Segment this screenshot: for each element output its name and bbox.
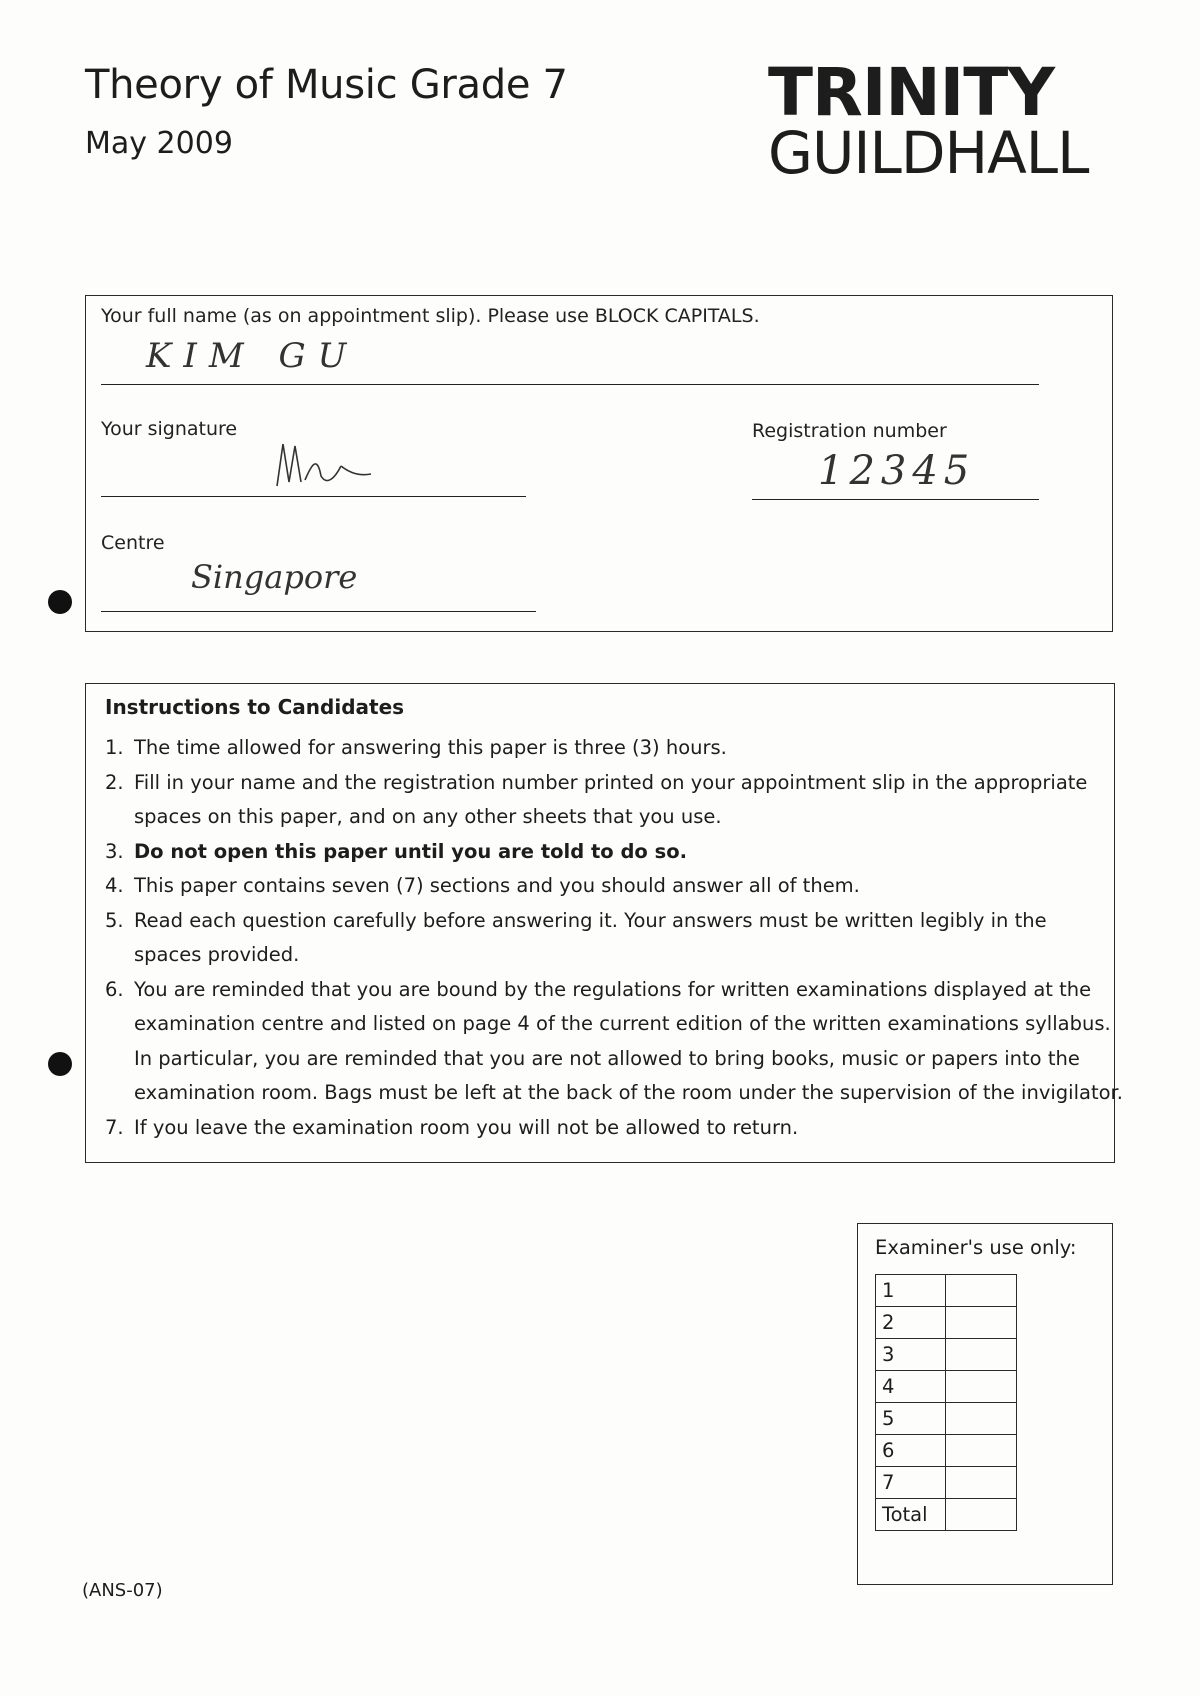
instruction-number: 5. (105, 908, 124, 932)
instruction-item (105, 731, 1094, 766)
logo-trinity: TRINITY (768, 54, 1055, 131)
instruction-item (105, 973, 1124, 1111)
section-label: 3 (876, 1339, 946, 1371)
instruction-number: 7. (105, 1115, 124, 1139)
instruction-item (105, 1111, 1094, 1146)
table-row (876, 1403, 1017, 1435)
instruction-text: Fill in your name and the registration number printed on your appointment slip in the appropriate spaces on this paper, and on any other sheets that you use. (134, 770, 1088, 828)
paper-code: (ANS-07) (82, 1580, 163, 1601)
instruction-number: 2. (105, 770, 124, 794)
section-label: 2 (876, 1307, 946, 1339)
registration-underline (752, 499, 1039, 500)
registration-label: Registration number (752, 420, 947, 442)
table-row (876, 1467, 1017, 1499)
mark-cell[interactable] (946, 1275, 1017, 1307)
instruction-number: 3. (105, 839, 124, 863)
section-label: 1 (876, 1275, 946, 1307)
logo-guildhall: GUILDHALL (768, 119, 1089, 187)
section-label: 4 (876, 1371, 946, 1403)
table-row (876, 1307, 1017, 1339)
punch-hole (48, 590, 72, 614)
name-label: Your full name (as on appointment slip). Please use BLOCK CAPITALS. (101, 305, 760, 327)
table-row (876, 1275, 1017, 1307)
paper-title: Theory of Music Grade 7 (85, 62, 568, 108)
mark-cell[interactable] (946, 1307, 1017, 1339)
signature-scribble[interactable] (271, 436, 381, 492)
candidate-details-box (85, 295, 1113, 632)
mark-cell[interactable] (946, 1467, 1017, 1499)
mark-cell[interactable] (946, 1403, 1017, 1435)
name-underline (101, 384, 1039, 385)
instruction-item (105, 766, 1094, 835)
signature-label: Your signature (101, 418, 238, 440)
instruction-item (105, 869, 1094, 904)
centre-label: Centre (101, 532, 165, 554)
name-value[interactable]: KIM GU (146, 336, 359, 376)
table-row (876, 1435, 1017, 1467)
punch-hole (48, 1052, 72, 1076)
section-label: 5 (876, 1403, 946, 1435)
table-row (876, 1371, 1017, 1403)
instruction-number: 1. (105, 736, 124, 759)
instruction-text: The time allowed for answering this paper is three (3) hours. (134, 736, 727, 759)
mark-cell[interactable] (946, 1435, 1017, 1467)
instructions-list (105, 731, 1124, 1145)
table-row (876, 1499, 1017, 1531)
table-row (876, 1339, 1017, 1371)
instruction-text: Do not open this paper until you are told to do so. (134, 839, 688, 863)
instruction-text: This paper contains seven (7) sections and you should answer all of them. (134, 874, 860, 897)
instruction-number: 4. (105, 874, 124, 897)
instruction-text: Read each question carefully before answering it. Your answers must be written legibly in the spaces provided. (134, 908, 1047, 966)
signature-underline (101, 496, 526, 497)
registration-value[interactable]: 12345 (818, 448, 976, 494)
instructions-box (85, 683, 1123, 1163)
instruction-number: 6. (105, 977, 124, 1001)
instruction-item (105, 835, 1094, 870)
instruction-text: You are reminded that you are bound by the regulations for written examinations displayed at the examination centre and listed on page 4 of the current edition of the written examinations syllabus. In particular, you are reminded that you are not allowed to bring books, music or papers into the examination room. Bags must be left at the back of the room under the supervision of the invigilator. (134, 977, 1123, 1104)
section-label: 7 (876, 1467, 946, 1499)
examiner-title: Examiner's use only: (875, 1236, 1077, 1259)
examiner-marks-table (875, 1274, 1017, 1531)
section-label: 6 (876, 1435, 946, 1467)
total-label: Total (876, 1499, 946, 1531)
examiner-box (857, 1223, 1113, 1585)
instructions-heading: Instructions to Candidates (105, 695, 405, 719)
paper-date: May 2009 (85, 126, 233, 161)
centre-value[interactable]: Singapore (191, 558, 358, 596)
mark-cell[interactable] (946, 1339, 1017, 1371)
centre-underline (101, 611, 536, 612)
mark-cell[interactable] (946, 1371, 1017, 1403)
total-cell[interactable] (946, 1499, 1017, 1531)
instruction-item (105, 904, 1094, 973)
instruction-text: If you leave the examination room you will not be allowed to return. (134, 1115, 799, 1139)
